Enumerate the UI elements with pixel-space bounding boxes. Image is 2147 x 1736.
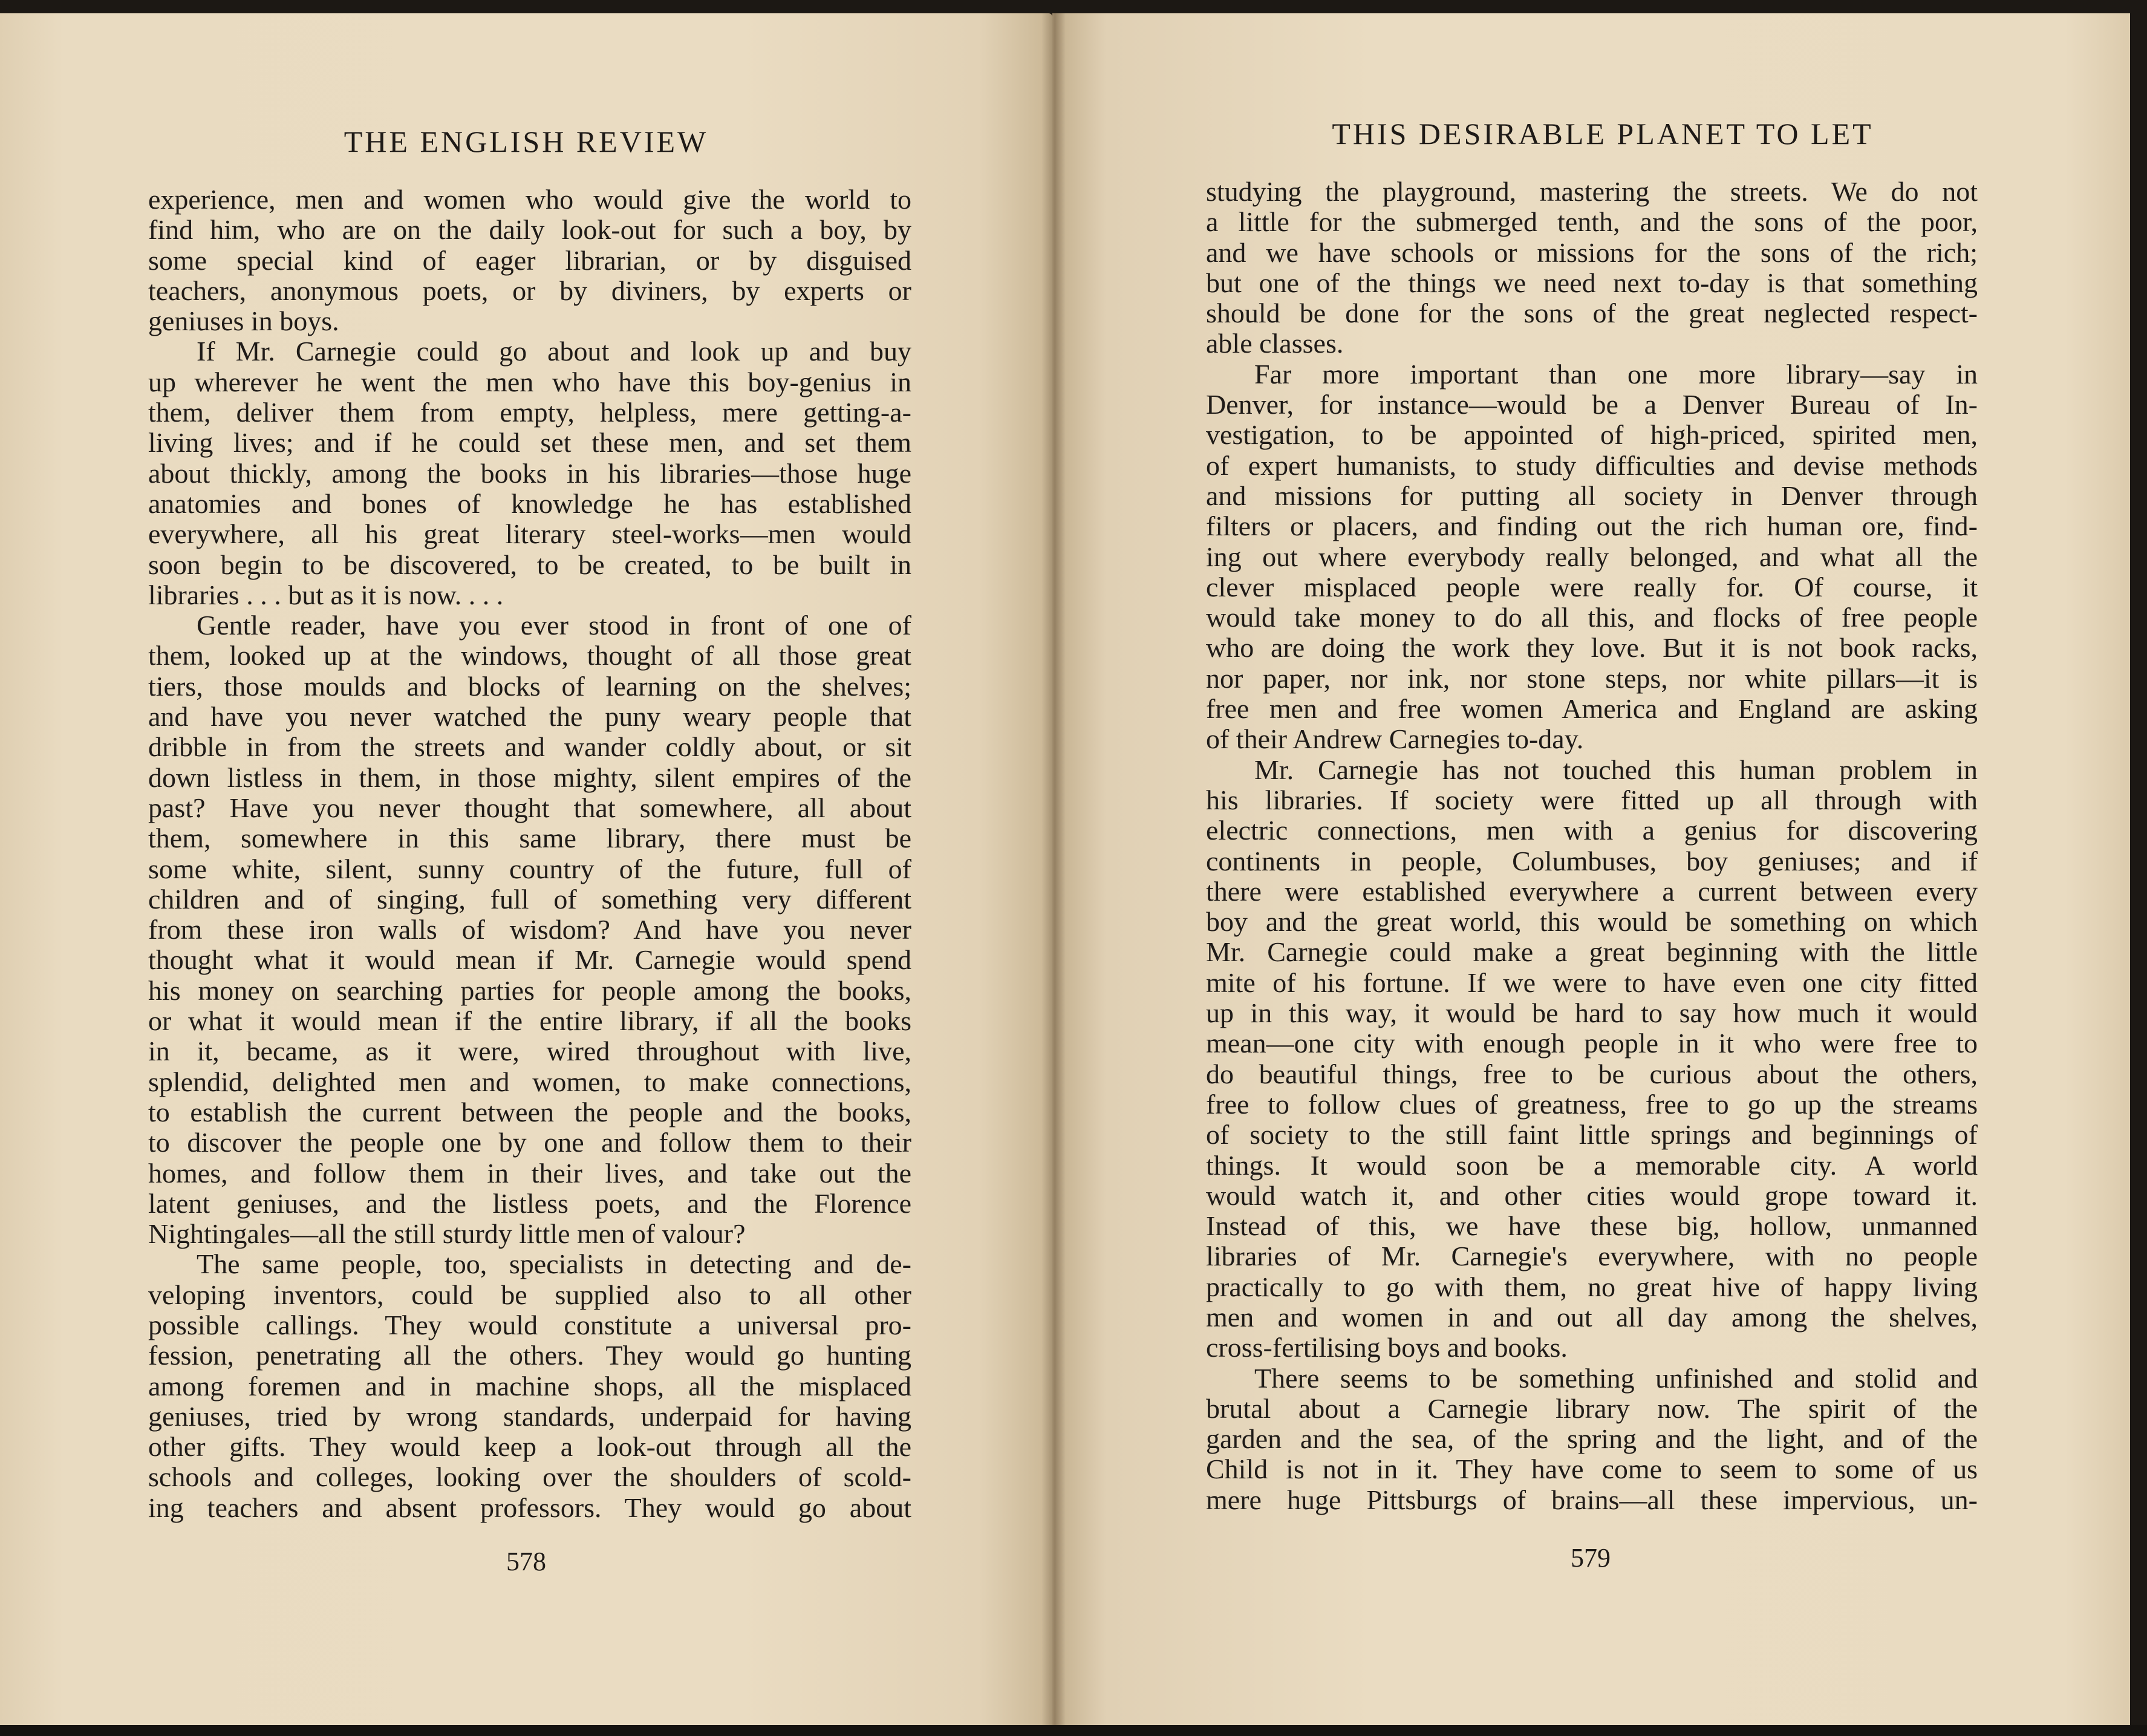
text-line: If Mr. Carnegie could go about and look up and buy [197,336,911,367]
text-line: of society to the still faint little springs and beginnings of [1206,1120,1978,1150]
text-line: but one of the things we need next to-day is that something [1206,267,1978,298]
text-line: tiers, those moulds and blocks of learning on the shelves; [148,671,911,702]
text-line: and missions for putting all society in Denver through [1206,480,1978,511]
text-line: Denver, for instance—would be a Denver Bureau of In- [1206,390,1978,420]
text-line: them, deliver them from empty, helpless, mere getting-a- [148,397,911,428]
text-line: electric connections, men with a genius for discovering [1206,815,1978,846]
text-line: them, looked up at the windows, thought of all those great [148,641,911,671]
text-line: There seems to be something unfinished and stolid and [1254,1363,1978,1394]
text-line: studying the playground, mastering the streets. We do not [1206,177,1978,207]
text-line: soon begin to be discovered, to be created, to be built in [148,549,911,580]
text-line: do beautiful things, free to be curious about the others, [1206,1059,1978,1089]
text-line: free men and free women America and England are asking [1206,694,1978,725]
scan-edge [0,1725,2147,1736]
text-line: free to follow clues of greatness, free to go up the streams [1206,1089,1978,1120]
text-line: ing out where everybody really belonged, and what all the [1206,541,1978,572]
text-line: filters or placers, and finding out the rich human ore, find- [1206,511,1978,542]
text-line: find him, who are on the daily look-out for such a boy, by [148,215,911,246]
text-line: a little for the submerged tenth, and the sons of the poor, [1206,207,1978,238]
text-line: should be done for the sons of the great neglected respect- [1206,298,1978,329]
text-line: them, somewhere in this same library, there must be [148,823,911,854]
text-line: libraries . . . but as it is now. . . . [148,579,504,610]
text-line: mite of his fortune. If we were to have even one city fitted [1206,967,1978,998]
text-line: homes, and follow them in their lives, and take out the [148,1158,911,1189]
text-line: nor paper, nor ink, nor stone steps, nor white pillars—it is [1206,663,1978,694]
text-line: would take money to do all this, and flocks of free people [1206,602,1978,633]
text-line: Instead of this, we have these big, hollow, unmanned [1206,1211,1978,1242]
right-page [1052,13,2130,1725]
page-number-right: 579 [1571,1543,1611,1573]
text-line: and have you never watched the puny weary people that [148,702,911,733]
text-line: able classes. [1206,328,1344,359]
running-head-left: THE ENGLISH REVIEW [344,125,709,158]
text-line: Gentle reader, have you ever stood in front of one of [197,610,911,641]
text-line: experience, men and women who would give the world to [148,184,911,215]
text-line: practically to go with them, no great hive of happy living [1206,1271,1978,1302]
text-line: mere huge Pittsburgs of brains—all these impervious, un- [1206,1484,1978,1515]
text-line: continents in people, Columbuses, boy geniuses; and if [1206,846,1978,876]
text-line: among foremen and in machine shops, all the misplaced [148,1371,911,1402]
text-line: men and women in and out all day among the shelves, [1206,1302,1978,1333]
text-line: anatomies and bones of knowledge he has established [148,488,911,519]
text-line: The same people, too, specialists in detecting and de- [197,1249,911,1280]
text-line: living lives; and if he could set these men, and set them [148,428,911,458]
text-line: schools and colleges, looking over the shoulders of scold- [148,1462,911,1493]
text-line: garden and the sea, of the spring and the light, and of the [1206,1424,1978,1455]
text-line: geniuses in boys. [148,306,339,337]
text-line: and we have schools or missions for the sons of the rich; [1206,237,1978,268]
text-line: up in this way, it would be hard to say how much it would [1206,998,1978,1029]
text-line: Mr. Carnegie has not touched this human problem in [1254,754,1978,785]
text-line: possible callings. They would constitute a universal pro- [148,1310,911,1340]
text-line: geniuses, tried by wrong standards, underpaid for having [148,1401,911,1432]
text-line: some special kind of eager librarian, or by disguised [148,245,911,276]
text-line: latent geniuses, and the listless poets, and the Florence [148,1188,911,1219]
text-line: splendid, delighted men and women, to make connections, [148,1066,911,1097]
text-line: things. It would soon be a memorable city. A world [1206,1150,1978,1181]
right-page-body [1206,177,1978,1515]
text-line: his libraries. If society were fitted up all through with [1206,785,1978,815]
text-line: everywhere, all his great literary steel-works—men would [148,519,911,550]
text-line: children and of singing, full of something very different [148,884,911,915]
text-line: other gifts. They would keep a look-out through all the [148,1432,911,1463]
text-line: Mr. Carnegie could make a great beginning with the little [1206,937,1978,968]
text-line: from these iron walls of wisdom? And have you never [148,915,911,945]
text-line: there were established everywhere a current between every [1206,876,1978,907]
text-line: fession, penetrating all the others. They would go hunting [148,1340,911,1371]
text-line: to discover the people one by one and follow them to their [148,1127,911,1158]
text-line: past? Have you never thought that somewhere, all about [148,792,911,823]
text-line: boy and the great world, this would be something on which [1206,907,1978,938]
left-page-body [148,184,911,1523]
text-line: teachers, anonymous poets, or by diviners, by experts or [148,275,911,306]
text-line: about thickly, among the books in his libraries—those huge [148,458,911,489]
text-line: thought what it would mean if Mr. Carnegie would spend [148,945,911,976]
text-line: to establish the current between the people and the books, [148,1097,911,1127]
text-line: dribble in from the streets and wander coldly about, or sit [148,732,911,763]
text-line: mean—one city with enough people in it who were free to [1206,1028,1978,1059]
text-line: ing teachers and absent professors. They would go about [148,1492,911,1523]
page-number-left: 578 [506,1547,546,1576]
text-line: of their Andrew Carnegies to-day. [1206,724,1584,755]
text-line: libraries of Mr. Carnegie's everywhere, with no people [1206,1241,1978,1272]
left-page [0,13,1052,1725]
book-gutter [1041,13,1066,1725]
text-line: cross-fertilising boys and books. [1206,1333,1568,1363]
text-line: Child is not in it. They have come to seem to some of us [1206,1454,1978,1485]
text-line: up wherever he went the men who have this boy-genius in [148,367,911,397]
text-line: clever misplaced people were really for. Of course, it [1206,572,1978,602]
text-line: who are doing the work they love. But it is not book racks, [1206,633,1978,664]
text-line: veloping inventors, could be supplied also to all other [148,1279,911,1310]
running-head-right: THIS DESIRABLE PLANET TO LET [1332,117,1874,151]
text-line: down listless in them, in those mighty, silent empires of the [148,762,911,793]
text-line: or what it would mean if the entire library, if all the books [148,1006,911,1037]
text-line: would watch it, and other cities would grope toward it. [1206,1180,1978,1211]
text-line: of expert humanists, to study difficulties and devise methods [1206,450,1978,481]
text-line: in it, became, as it were, wired throughout with live, [148,1036,911,1067]
text-line: Far more important than one more library—say in [1254,359,1978,390]
text-line: some white, silent, sunny country of the future, full of [148,853,911,884]
text-line: vestigation, to be appointed of high-priced, spirited men, [1206,420,1978,451]
text-line: his money on searching parties for people among the books, [148,975,911,1006]
text-line: brutal about a Carnegie library now. The spirit of the [1206,1393,1978,1424]
text-line: Nightingales—all the still sturdy little men of valour? [148,1219,746,1250]
